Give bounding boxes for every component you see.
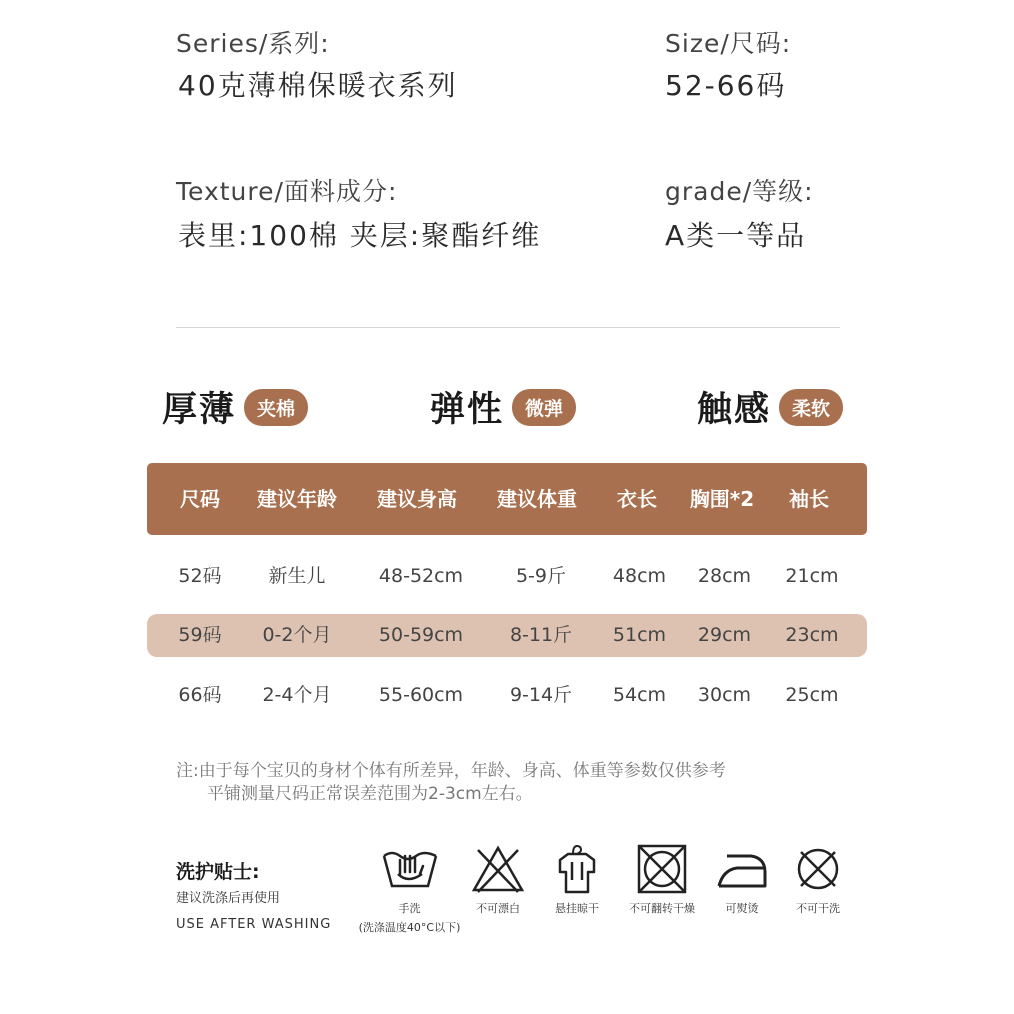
table-cell: 21cm	[785, 565, 839, 587]
table-header-cell: 胸围*2	[689, 487, 755, 511]
hand-wash-icon	[378, 840, 442, 896]
table-cell: 25cm	[785, 684, 839, 706]
table-row-highlighted	[147, 614, 867, 657]
table-header-cell: 尺码	[180, 487, 220, 511]
care-title: 洗护贴士:	[176, 861, 260, 883]
note-line: 注:由于每个宝贝的身材个体有所差异，年龄、身高、体重等参数仅供参考	[176, 761, 726, 781]
table-cell: 9-14斤	[509, 684, 573, 706]
care-label: 手洗	[398, 902, 421, 915]
table-cell: 51cm	[612, 624, 667, 646]
attribute-badge: 柔软	[779, 389, 843, 426]
care-item-hand-wash	[357, 840, 462, 935]
table-cell: 54cm	[612, 684, 667, 706]
care-label: 可熨烫	[725, 902, 759, 915]
table-cell: 59码	[178, 624, 222, 646]
series-label: Series/系列:	[176, 29, 330, 58]
table-cell: 52码	[178, 565, 222, 587]
table-cell: 48-52cm	[378, 565, 464, 587]
table-cell: 50-59cm	[378, 624, 464, 646]
attribute-badge: 夹棉	[244, 389, 308, 426]
table-row	[147, 674, 867, 717]
table-cell: 23cm	[785, 624, 839, 646]
care-item-no-tumble-dry	[617, 842, 707, 916]
table-cell: 2-4个月	[262, 684, 332, 706]
iron-icon	[713, 842, 771, 896]
attribute-elasticity	[430, 382, 576, 432]
table-header-cell: 建议年龄	[257, 487, 337, 511]
attribute-name: 厚薄	[162, 390, 237, 430]
care-item-hang-dry	[532, 842, 622, 916]
care-english: USE AFTER WASHING	[176, 917, 332, 932]
table-cell: 55-60cm	[378, 684, 464, 706]
attribute-touch	[697, 382, 843, 432]
hang-dry-icon	[550, 842, 604, 896]
table-cell: 8-11斤	[509, 624, 573, 646]
table-header-cell: 衣长	[617, 487, 657, 511]
grade-label: grade/等级:	[665, 177, 814, 206]
table-cell: 66码	[178, 684, 222, 706]
table-header-cell: 建议体重	[497, 487, 577, 511]
care-sublabel: (洗涤温度40°C以下)	[358, 921, 461, 934]
size-value: 52-66码	[665, 69, 787, 102]
table-row	[147, 555, 867, 598]
size-note	[176, 760, 726, 806]
attribute-name: 弹性	[430, 390, 505, 430]
table-header-cell: 建议身高	[377, 487, 457, 511]
no-tumble-dry-icon	[635, 842, 689, 896]
table-cell: 48cm	[612, 565, 667, 587]
section-divider	[176, 327, 840, 328]
care-label: 不可漂白	[476, 902, 520, 915]
table-header	[147, 463, 867, 535]
size-table	[147, 463, 867, 706]
care-label: 悬挂晾干	[555, 902, 599, 915]
note-line: 平铺测量尺码正常误差范围为2-3cm左右。	[207, 784, 533, 804]
care-label: 不可翻转干燥	[629, 902, 695, 915]
table-cell: 29cm	[697, 624, 752, 646]
table-cell: 0-2个月	[262, 624, 332, 646]
no-dry-clean-icon	[791, 842, 845, 896]
table-cell: 新生儿	[268, 565, 326, 587]
care-item-no-bleach	[453, 842, 543, 916]
series-value: 40克薄棉保暖衣系列	[178, 69, 458, 102]
table-header-cell: 袖长	[789, 487, 829, 511]
texture-value: 表里:100棉 夹层:聚酯纤维	[178, 219, 542, 252]
table-cell: 28cm	[697, 565, 752, 587]
no-bleach-icon	[470, 842, 526, 896]
table-cell: 30cm	[697, 684, 752, 706]
attribute-thickness	[162, 382, 308, 432]
attribute-badge: 微弹	[512, 389, 576, 426]
care-label: 不可干洗	[796, 902, 840, 915]
table-cell: 5-9斤	[515, 565, 567, 587]
care-item-no-dry-clean	[773, 842, 863, 916]
care-subtitle: 建议洗涤后再使用	[176, 891, 281, 906]
grade-value: A类一等品	[665, 219, 807, 252]
size-label: Size/尺码:	[665, 29, 792, 58]
attribute-name: 触感	[697, 390, 772, 430]
texture-label: Texture/面料成分:	[176, 177, 398, 206]
